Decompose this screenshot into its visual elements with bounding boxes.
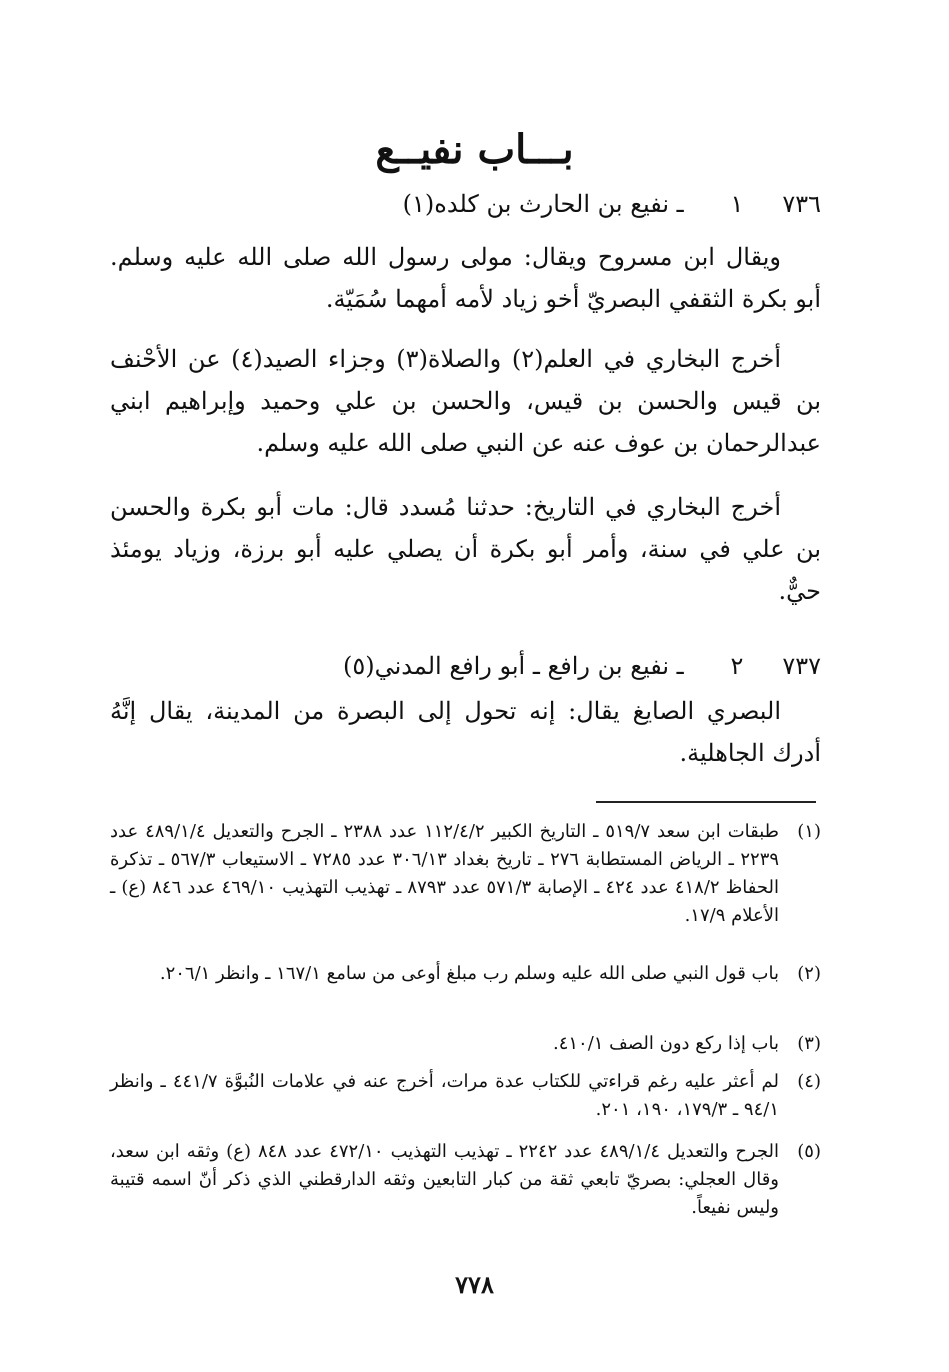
paragraph: أخرج البخاري في التاريخ: حدثنا مُسدد قال: مات أبو بكرة والحسن بن علي في سنة، وأمر أبو بكرة أن يصلي عليه أبو برزة، وزياد يومئذ حيٌّ. <box>110 493 821 605</box>
footnote-divider <box>596 801 816 803</box>
footnote-text: باب إذا ركع دون الصف ٤١٠/١. <box>552 1033 779 1054</box>
page-number: ٧٧٨ <box>455 1270 494 1299</box>
footnote <box>110 1138 821 1222</box>
entry-body <box>110 486 821 612</box>
entry-header <box>343 648 821 684</box>
footnote <box>110 960 821 988</box>
footnote <box>110 1030 821 1058</box>
footnote-number: (٣) <box>797 1033 821 1054</box>
entry-title: ـ نفيع بن الحارث بن كلده(١) <box>402 190 684 218</box>
entry-body <box>110 338 821 464</box>
footnote-text: لم أعثر عليه رغم قراءتي للكتاب عدة مرات، أخرج عنه في علامات النُبوَّة ٤٤١/٧ ـ وانظر ٩٤/١ ـ ١٧٩/٣، ١٩٠، ٢٠١. <box>110 1071 780 1120</box>
entry-sub-number: ٢ <box>730 652 744 680</box>
footnote-text: باب قول النبي صلى الله عليه وسلم رب مبلغ أوعى من سامع ١٦٧/١ ـ وانظر ٢٠٦/١. <box>159 963 779 984</box>
entry-number: ٧٣٧ <box>782 652 821 680</box>
footnote-number: (٥) <box>797 1141 821 1162</box>
entry-sub-number: ١ <box>730 190 744 218</box>
entry-body <box>110 236 821 320</box>
entry-title: ـ نفيع بن رافع ـ أبو رافع المدني(٥) <box>342 652 684 680</box>
footnote-text: الجرح والتعديل ٤٨٩/١/٤ عدد ٢٢٤٢ ـ تهذيب التهذيب ٤٧٢/١٠ عدد ٨٤٨ (ع) وثقه ابن سعد، وقال العجلي: بصريّ تابعي ثقة من كبار التابعين وثقه الدارقطني الذي ذكر أنّ اسمه قتيبة وليس نفيعاً. <box>110 1141 780 1218</box>
footnote <box>110 1068 821 1124</box>
chapter-heading: بـــاب نفيــع <box>375 126 574 173</box>
entry-number: ٧٣٦ <box>782 190 821 218</box>
footnote-number: (٤) <box>797 1071 821 1092</box>
footnote-number: (٢) <box>797 963 821 984</box>
entry-body <box>110 690 821 774</box>
entry-header <box>403 186 821 222</box>
paragraph: ويقال ابن مسروح ويقال: مولى رسول الله صلى الله عليه وسلم. أبو بكرة الثقفي البصريّ أخو زياد لأمه أمهما سُمَيّة. <box>110 243 821 313</box>
footnote-number: (١) <box>797 821 821 842</box>
footnote <box>110 818 821 930</box>
paragraph: البصري الصايغ يقال: إنه تحول إلى البصرة من المدينة، يقال إنَّهُ أدرك الجاهلية. <box>110 697 821 767</box>
footnote-text: طبقات ابن سعد ٥١٩/٧ ـ التاريخ الكبير ١١٢/٤/٢ عدد ٢٣٨٨ ـ الجرح والتعديل ٤٨٩/١/٤ عدد ٢٢٣٩ ـ الرياض المستطابة ٢٧٦ ـ تاريخ بغداد ٣٠٦/١٣ عدد ٧٢٨٥ ـ الاستيعاب ٥٦٧/٣ ـ تذكرة الحفاظ ٤١٨/٢ عدد ٤٢٤ ـ الإصابة ٥٧١/٣ عدد ٨٧٩٣ ـ تهذيب التهذيب ٤٦٩/١٠ عدد ٨٤٦ (ع) ـ الأعلام ١٧/٩. <box>110 821 780 926</box>
paragraph: أخرج البخاري في العلم(٢) والصلاة(٣) وجزاء الصيد(٤) عن الأحْنف بن قيس والحسن بن قيس، والحسن بن علي وحميد وإبراهيم ابني عبدالرحمان بن عوف عنه عن النبي صلى الله عليه وسلم. <box>110 345 821 457</box>
